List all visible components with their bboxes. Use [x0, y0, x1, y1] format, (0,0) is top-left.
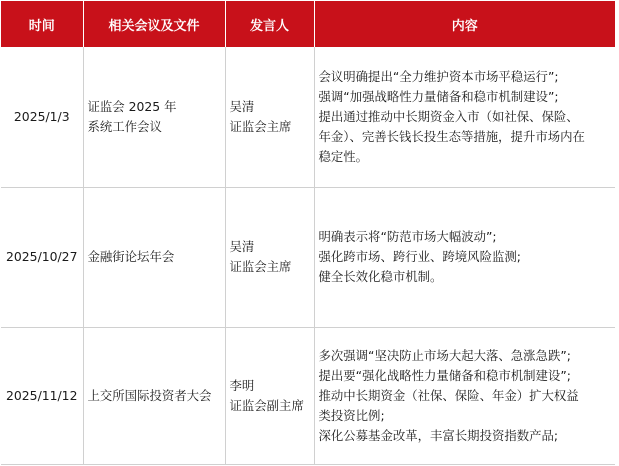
- content-line: 推动中长期资金（社保、保险、年金）扩大权益: [318, 387, 579, 403]
- table-row: [1, 47, 615, 187]
- content-line: 提出通过推动中长期资金入市（如社保、保险、: [318, 108, 579, 124]
- table-row: [1, 187, 615, 327]
- header-speaker: 发言人: [225, 1, 314, 47]
- speaker-title: 证监会主席: [229, 259, 292, 274]
- header-row: [1, 1, 615, 47]
- content-line: 明确表示将“防范市场大幅波动”;: [318, 229, 497, 244]
- content-cell: [314, 47, 615, 187]
- header-content: 内容: [314, 1, 615, 47]
- content-line: 提出要“强化战略性力量储备和稳市机制建设”;: [318, 367, 571, 383]
- content-line: 多次强调“坚决防止市场大起大落、急涨急跌”;: [318, 347, 571, 363]
- speaker-title: 证监会副主席: [229, 397, 304, 413]
- policy-table: [1, 1, 615, 465]
- content-line: 强化跨市场、跨行业、跨境风险监测;: [318, 249, 521, 264]
- content-line: 年金）、完善长钱长投生态等措施，提升市场内在: [318, 128, 585, 144]
- content-line: 会议明确提出“全力维护资本市场平稳运行”;: [318, 68, 559, 84]
- speaker-cell: [225, 47, 314, 187]
- date-cell: 2025/10/27: [1, 187, 83, 327]
- content-line: 强调“加强战略性力量储备和稳市机制建设”;: [318, 88, 559, 104]
- date-cell: 2025/1/3: [1, 47, 83, 187]
- speaker-name: 李明: [229, 377, 255, 393]
- content-cell: [314, 327, 615, 464]
- speaker-cell: [225, 327, 314, 464]
- date-cell: 2025/11/12: [1, 327, 83, 464]
- meeting-cell: [83, 187, 225, 327]
- speaker-name: 吴清: [229, 98, 255, 114]
- header-date: 时间: [1, 1, 83, 47]
- speaker-cell: [225, 187, 314, 327]
- meeting-line: 系统工作会议: [87, 118, 162, 134]
- content-line: 健全长效化稳市机制。: [318, 269, 443, 284]
- meeting-cell: [83, 47, 225, 187]
- meeting-cell: [83, 327, 225, 464]
- content-line: 深化公募基金改革，丰富长期投资指数产品;: [318, 427, 559, 443]
- speaker-name: 吴清: [229, 239, 255, 254]
- header-meeting: 相关会议及文件: [83, 1, 225, 47]
- content-line: 类投资比例;: [318, 407, 385, 423]
- meeting-line: 金融街论坛年会: [87, 249, 175, 264]
- speaker-title: 证监会主席: [229, 118, 292, 134]
- content-line: 稳定性。: [318, 148, 369, 164]
- table-row: [1, 327, 615, 464]
- meeting-line: 证监会 2025 年: [87, 98, 177, 114]
- meeting-line: 上交所国际投资者大会: [87, 387, 212, 403]
- content-cell: [314, 187, 615, 327]
